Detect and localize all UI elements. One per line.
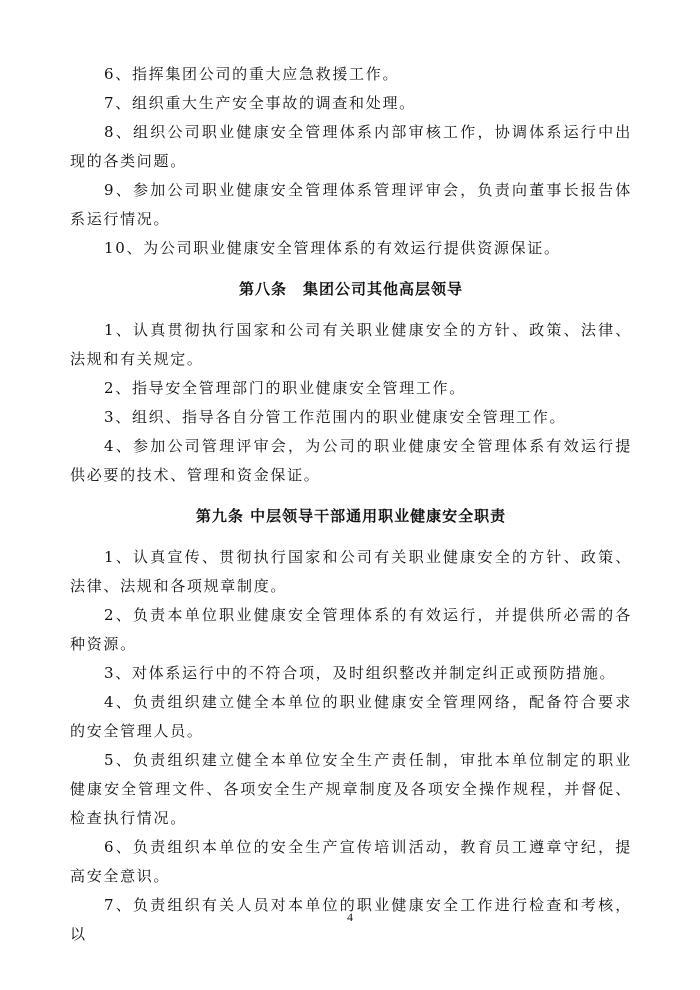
article-9-item-5: 5、负责组织建立健全本单位安全生产责任制，审批本单位制定的职业健康安全管理文件、各项安全生产规章制度及各项安全操作规程，并督促、检查执行情况。 — [70, 751, 632, 827]
page-number: 4 — [347, 910, 353, 924]
article-8-heading: 第八条 集团公司其他高层领导 — [238, 280, 463, 298]
article-9-heading: 第九条 中层领导干部通用职业健康安全职责 — [195, 507, 507, 525]
article-9-item-4: 4、负责组织建立健全本单位的职业健康安全管理网络，配备符合要求的安全管理人员。 — [70, 693, 632, 740]
paragraph-item-8: 8、组织公司职业健康安全管理体系内部审核工作，协调体系运行中出现的各类问题。 — [70, 123, 632, 170]
article-9-item-6: 6、负责组织本单位的安全生产宣传培训活动，教育员工遵章守纪，提高安全意识。 — [70, 838, 632, 885]
document-body — [70, 60, 632, 949]
article-8-item-1: 1、认真贯彻执行国家和公司有关职业健康安全的方针、政策、法律、法规和有关规定。 — [70, 321, 632, 368]
paragraph-item-9: 9、参加公司职业健康安全管理体系管理评审会，负责向董事长报告体系运行情况。 — [70, 181, 632, 228]
article-9-item-2: 2、负责本单位职业健康安全管理体系的有效运行，并提供所必需的各种资源。 — [70, 606, 632, 653]
article-9-item-1: 1、认真宣传、贯彻执行国家和公司有关职业健康安全的方针、政策、法律、法规和各项规章制度。 — [70, 548, 632, 595]
article-9-item-7: 7、负责组织有关人员对本单位的职业健康安全工作进行检查和考核，以 — [70, 896, 632, 943]
article-8-item-2: 2、指导安全管理部门的职业健康安全管理工作。 — [104, 379, 466, 397]
paragraph-item-10: 10、为公司职业健康安全管理体系的有效运行提供资源保证。 — [104, 239, 561, 257]
paragraph-item-6: 6、指挥集团公司的重大应急救援工作。 — [104, 65, 400, 83]
article-8-item-3: 3、组织、指导各自分管工作范围内的职业健康安全管理工作。 — [104, 408, 567, 426]
paragraph-item-7: 7、组织重大生产安全事故的调查和处理。 — [104, 94, 416, 112]
article-9-item-3: 3、对体系运行中的不符合项，及时组织整改并制定纠正或预防措施。 — [104, 664, 617, 682]
article-8-item-4: 4、参加公司管理评审会，为公司的职业健康安全管理体系有效运行提供必要的技术、管理和资金保证。 — [70, 437, 632, 484]
